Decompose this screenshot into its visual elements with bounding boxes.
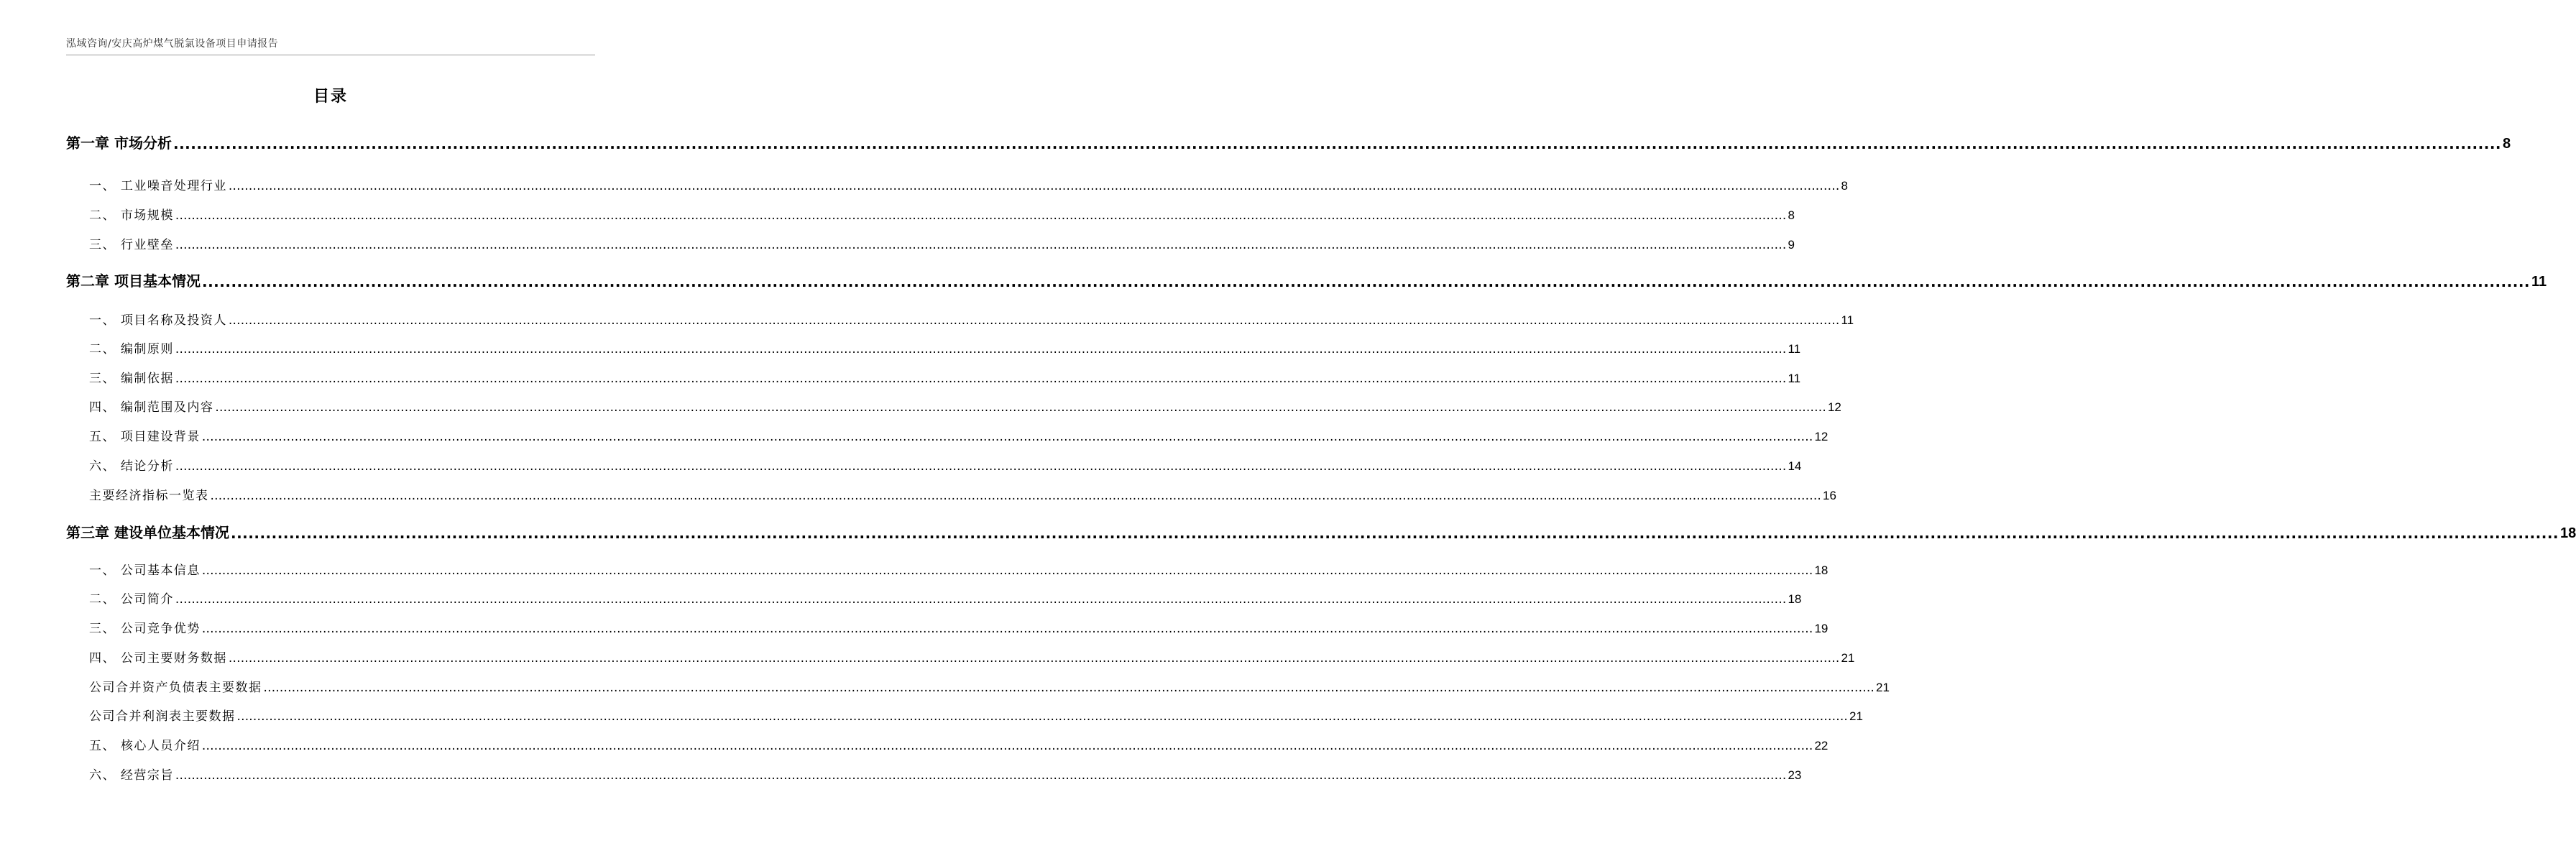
toc-page-number: 18 (1814, 563, 1828, 577)
toc-section-3-4[interactable] (89, 647, 1855, 666)
toc-leader-dots: ................................................................................................................................................................................................................................................................................................................................................................................................................ (201, 739, 1813, 753)
toc-leader-dots: ................................................................................................................................................................................................................................................................................................................................................................................................................ (201, 273, 2531, 290)
toc-chapter-1[interactable] (66, 129, 2511, 152)
toc-chapter-2[interactable] (66, 267, 2547, 290)
toc-page-number: 18 (1788, 592, 1802, 606)
toc-section-2-6[interactable] (89, 455, 1802, 474)
toc-leader-dots: ................................................................................................................................................................................................................................................................................................................................................................................................................ (175, 592, 1787, 607)
toc-page-number: 11 (1788, 342, 1801, 356)
toc-section-3-6[interactable] (89, 764, 1802, 783)
toc-section-3-income-statement[interactable] (89, 705, 1863, 724)
toc-section-2-1[interactable] (89, 309, 1854, 328)
toc-leader-dots: ................................................................................................................................................................................................................................................................................................................................................................................................................ (230, 525, 2559, 542)
toc-leader-dots: ................................................................................................................................................................................................................................................................................................................................................................................................................ (201, 430, 1813, 444)
toc-entry-label: 六、 经营宗旨 (89, 768, 174, 783)
toc-leader-dots: ................................................................................................................................................................................................................................................................................................................................................................................................................ (175, 459, 1787, 474)
toc-leader-dots: ................................................................................................................................................................................................................................................................................................................................................................................................................ (228, 651, 1840, 666)
toc-page-number: 9 (1788, 238, 1795, 252)
toc-page-number: 21 (1876, 681, 1890, 694)
toc-entry-label: 公司合并资产负债表主要数据 (89, 681, 262, 695)
toc-entry-label: 公司合并利润表主要数据 (89, 709, 236, 724)
toc-page-number: 22 (1814, 739, 1828, 753)
toc-page-number: 21 (1841, 651, 1855, 665)
toc-entry-label: 二、 市场规模 (89, 208, 174, 223)
toc-page-number: 23 (1788, 768, 1802, 782)
toc-leader-dots: ................................................................................................................................................................................................................................................................................................................................................................................................................ (172, 135, 2502, 152)
toc-entry-label: 三、 编制依据 (89, 372, 174, 386)
toc-leader-dots: ................................................................................................................................................................................................................................................................................................................................................................................................................ (175, 768, 1787, 783)
toc-leader-dots: ................................................................................................................................................................................................................................................................................................................................................................................................................ (175, 342, 1787, 356)
page-header: 泓域咨询/安庆高炉煤气脱氯设备项目申请报告 (66, 38, 279, 50)
toc-page-number: 8 (2503, 136, 2511, 152)
toc-leader-dots: ................................................................................................................................................................................................................................................................................................................................................................................................................ (228, 313, 1840, 328)
toc-page-number: 19 (1814, 622, 1828, 635)
toc-entry-label: 四、 公司主要财务数据 (89, 651, 227, 666)
toc-leader-dots: ................................................................................................................................................................................................................................................................................................................................................................................................................ (175, 208, 1787, 223)
toc-entry-label: 三、 公司竞争优势 (89, 622, 201, 636)
toc-page-number: 12 (1827, 400, 1841, 414)
toc-page-number: 11 (2531, 274, 2547, 290)
toc-entry-label: 六、 结论分析 (89, 459, 174, 474)
toc-leader-dots: ................................................................................................................................................................................................................................................................................................................................................................................................................ (263, 681, 1875, 695)
toc-entry-label: 主要经济指标一览表 (89, 489, 209, 503)
toc-entry-label: 三、 行业壁垒 (89, 238, 174, 252)
toc-section-1-3[interactable] (89, 234, 1795, 252)
toc-page-number: 12 (1814, 430, 1828, 443)
toc-entry-label: 一、 工业噪音处理行业 (89, 179, 227, 193)
toc-leader-dots: ................................................................................................................................................................................................................................................................................................................................................................................................................ (210, 489, 1822, 503)
toc-leader-dots: ................................................................................................................................................................................................................................................................................................................................................................................................................ (175, 372, 1787, 386)
toc-section-2-5[interactable] (89, 425, 1828, 444)
toc-entry-label: 第三章 建设单位基本情况 (66, 524, 229, 541)
toc-section-3-3[interactable] (89, 617, 1828, 636)
toc-section-3-5[interactable] (89, 735, 1828, 753)
toc-page-number: 21 (1849, 709, 1863, 723)
toc-leader-dots: ................................................................................................................................................................................................................................................................................................................................................................................................................ (215, 400, 1826, 415)
toc-section-2-3[interactable] (89, 367, 1801, 386)
toc-page-number: 8 (1841, 179, 1848, 193)
toc-section-2-table[interactable] (89, 484, 1836, 503)
toc-page-number: 11 (1788, 372, 1801, 385)
toc-chapter-3[interactable] (66, 519, 2576, 542)
toc-leader-dots: ................................................................................................................................................................................................................................................................................................................................................................................................................ (201, 563, 1813, 578)
toc-section-1-2[interactable] (89, 204, 1795, 223)
toc-section-2-2[interactable] (89, 338, 1801, 356)
toc-entry-label: 四、 编制范围及内容 (89, 400, 214, 415)
toc-page-number: 11 (1841, 313, 1854, 327)
toc-leader-dots: ................................................................................................................................................................................................................................................................................................................................................................................................................ (175, 238, 1787, 252)
toc-page-number: 14 (1788, 459, 1802, 473)
toc-section-1-1[interactable] (89, 175, 1848, 193)
toc-entry-label: 五、 核心人员介绍 (89, 739, 201, 753)
toc-page-number: 18 (2560, 525, 2576, 541)
toc-entry-label: 二、 公司简介 (89, 592, 174, 607)
toc-leader-dots: ................................................................................................................................................................................................................................................................................................................................................................................................................ (228, 179, 1840, 193)
toc-entry-label: 一、 公司基本信息 (89, 563, 201, 578)
toc-section-3-1[interactable] (89, 559, 1828, 578)
toc-page-number: 8 (1788, 208, 1795, 222)
toc-entry-label: 五、 项目建设背景 (89, 430, 201, 444)
toc-entry-label: 一、 项目名称及投资人 (89, 313, 227, 328)
toc-section-2-4[interactable] (89, 396, 1841, 415)
toc-entry-label: 第一章 市场分析 (66, 134, 172, 152)
toc-entry-label: 第二章 项目基本情况 (66, 272, 201, 290)
toc-section-3-balance-sheet[interactable] (89, 676, 1890, 695)
toc-section-3-2[interactable] (89, 588, 1802, 607)
toc-page-number: 16 (1823, 489, 1836, 502)
toc-leader-dots: ................................................................................................................................................................................................................................................................................................................................................................................................................ (236, 709, 1849, 724)
toc-title: 目录 (313, 88, 348, 106)
toc-leader-dots: ................................................................................................................................................................................................................................................................................................................................................................................................................ (201, 622, 1813, 636)
toc-entry-label: 二、 编制原则 (89, 342, 174, 356)
